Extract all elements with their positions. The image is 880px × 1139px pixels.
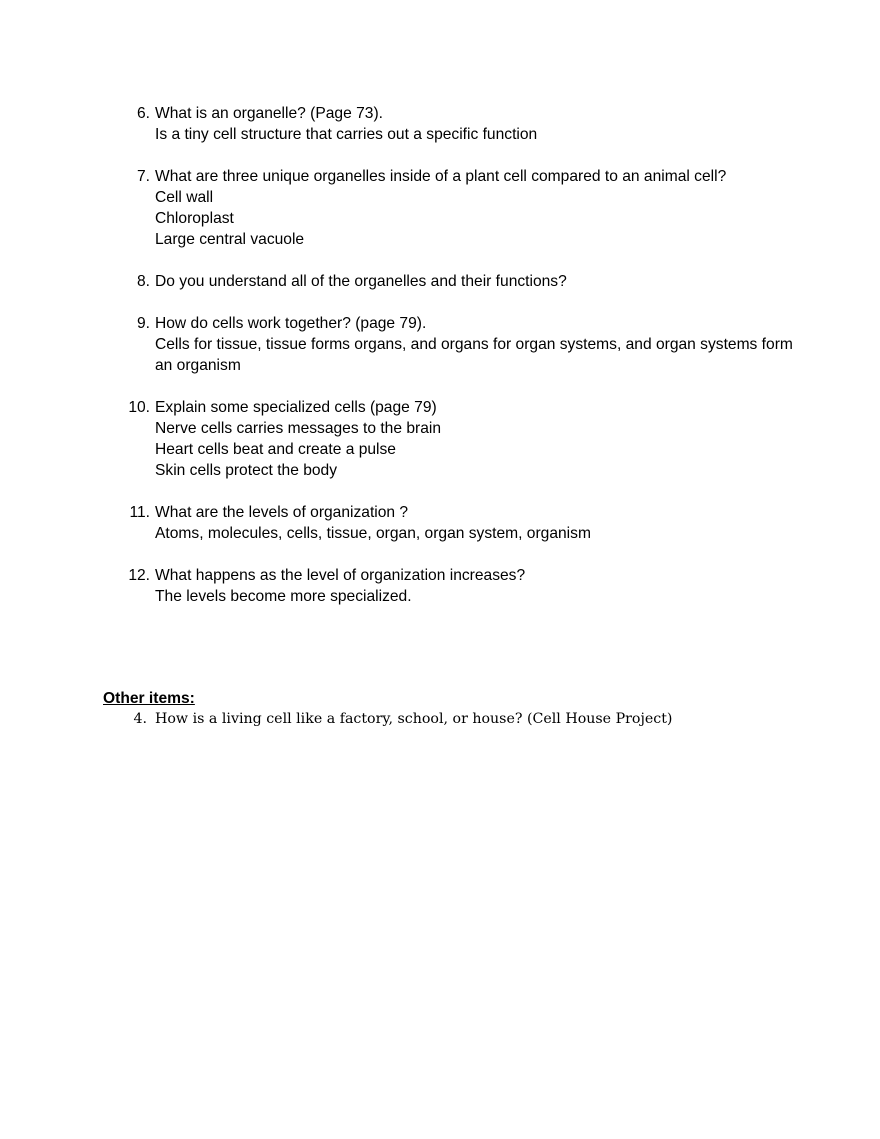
question-number: 6. <box>136 105 150 122</box>
answer-line: Cell wall <box>155 189 214 206</box>
answer-line: The levels become more specialized. <box>155 588 412 605</box>
question-item <box>0 103 880 145</box>
answer-line: Is a tiny cell structure that carries out a specific function <box>155 126 538 143</box>
question-text: What happens as the level of organization increases? <box>155 567 526 584</box>
other-items-heading: Other items: <box>103 690 195 707</box>
other-list-item <box>0 709 880 730</box>
answer-line: Heart cells beat and create a pulse <box>155 441 396 458</box>
question-number: 7. <box>136 168 150 185</box>
question-item <box>0 271 880 292</box>
question-text: Do you understand all of the organelles and their functions? <box>155 273 567 290</box>
other-item-number: 4. <box>133 711 147 727</box>
question-number: 8. <box>136 273 150 290</box>
question-number: 9. <box>136 315 150 332</box>
answer-line: Cells for tissue, tissue forms organs, and organs for organ systems, and organ systems form an organism <box>155 336 793 374</box>
answer-line: Atoms, molecules, cells, tissue, organ, organ system, organism <box>155 525 591 542</box>
question-item <box>0 565 880 607</box>
question-number: 10. <box>128 399 150 416</box>
question-item <box>0 397 880 481</box>
other-item-text: How is a living cell like a factory, school, or house? (Cell House Project) <box>155 711 673 727</box>
answer-line: Nerve cells carries messages to the brain <box>155 420 442 437</box>
question-item <box>0 313 880 376</box>
question-text: What is an organelle? (Page 73). <box>155 105 383 122</box>
question-number: 11. <box>129 504 150 521</box>
question-text: What are the levels of organization ? <box>155 504 409 521</box>
question-list <box>0 103 880 628</box>
question-text: What are three unique organelles inside of a plant cell compared to an animal cell? <box>155 168 727 185</box>
answer-line: Chloroplast <box>155 210 234 227</box>
answer-line: Skin cells protect the body <box>155 462 338 479</box>
question-text: Explain some specialized cells (page 79) <box>155 399 437 416</box>
answer-line: Large central vacuole <box>155 231 305 248</box>
question-text: How do cells work together? (page 79). <box>155 315 427 332</box>
question-item <box>0 166 880 250</box>
question-item <box>0 502 880 544</box>
question-number: 12. <box>128 567 150 584</box>
